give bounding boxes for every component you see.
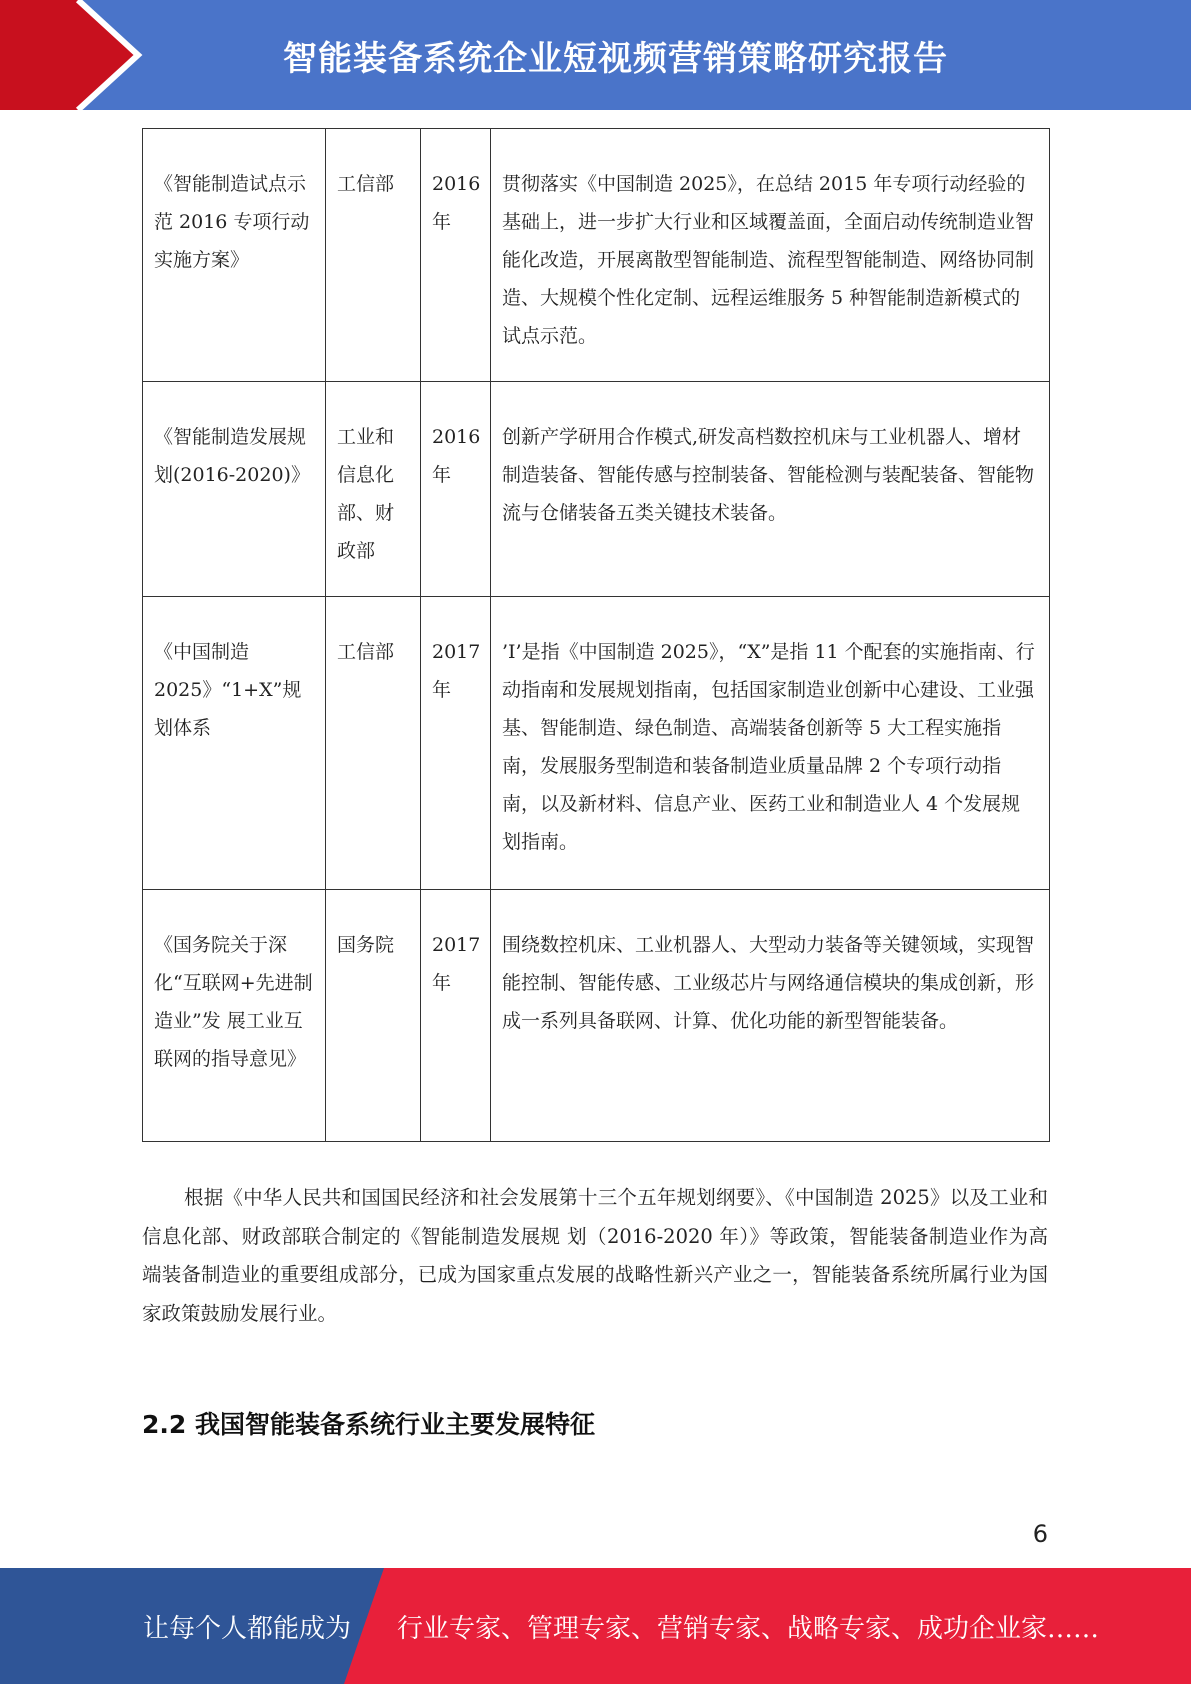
policy-content-cell: 贯彻落实《中国制造 2025》，在总结 2015 年专项行动经验的基础上，进一步扩大行业和区域覆盖面，全面启动传统制造业智能化改造，开展离散型智能制造、流程型智能制造、网络协同制造、大规模个性化定制、远程运维服务 5 种智能制造新模式的试点示范。 <box>491 129 1050 382</box>
department-cell: 工信部 <box>326 597 421 890</box>
page-header <box>0 0 1191 110</box>
table-row <box>143 890 1050 1142</box>
policy-content-cell: 围绕数控机床、工业机器人、大型动力装备等关键领域，实现智能控制、智能传感、工业级芯片与网络通信模块的集成创新，形成一系列具备联网、计算、优化功能的新型智能装备。 <box>491 890 1050 1142</box>
table-row <box>143 597 1050 890</box>
year-cell: 2016年 <box>421 129 491 382</box>
department-cell: 工业和信息化部、财政部 <box>326 382 421 597</box>
table-row <box>143 129 1050 382</box>
year-cell: 2016年 <box>421 382 491 597</box>
policy-content-cell: 创新产学研用合作模式,研发高档数控机床与工业机器人、增材制造装备、智能传感与控制装备、智能检测与装配装备、智能物流与仓储装备五类关键技术装备。 <box>491 382 1050 597</box>
policy-name-cell: 《中国制造2025》“1+X”规划体系 <box>143 597 326 890</box>
header-arrow-decoration <box>0 0 160 110</box>
footer-slogan-right: 行业专家、管理专家、营销专家、战略专家、成功企业家…… <box>397 1613 1100 1644</box>
department-cell: 工信部 <box>326 129 421 382</box>
policy-table <box>142 128 1050 1142</box>
department-cell: 国务院 <box>326 890 421 1142</box>
report-title: 智能装备系统企业短视频营销策略研究报告 <box>283 38 948 79</box>
section-heading: 2.2 我国智能装备系统行业主要发展特征 <box>142 1410 595 1439</box>
page-number: 6 <box>1032 1520 1048 1548</box>
policy-content-cell: ’I’是指《中国制造 2025》，“X”是指 11 个配套的实施指南、行动指南和发展规划指南，包括国家制造业创新中心建设、工业强基、智能制造、绿色制造、高端装备创新等 5 大工程实施指南，发展服务型制造和装备制造业质量品牌 2 个专项行动指南，以及新材料、信息产业、医药工业和制造业人 4 个发展规划指南。 <box>491 597 1050 890</box>
policy-name-cell: 《国务院关于深化“互联网+先进制造业”发 展工业互联网的指导意见》 <box>143 890 326 1142</box>
body-paragraph: 根据《中华人民共和国国民经济和社会发展第十三个五年规划纲要》、《中国制造 2025》以及工业和信息化部、财政部联合制定的《智能制造发展规 划（2016-2020 年）》等政策，智能装备制造业作为高端装备制造业的重要组成部分，已成为国家重点发展的战略性新兴产业之一，智能装备系统所属行业为国家政策鼓励发展行业。 <box>142 1186 1048 1325</box>
policy-name-cell: 《智能制造试点示范 2016 专项行动实施方案》 <box>143 129 326 382</box>
footer-slogan-left: 让每个人都能成为 <box>143 1613 352 1644</box>
table-row <box>143 382 1050 597</box>
policy-name-cell: 《智能制造发展规划(2016-2020)》 <box>143 382 326 597</box>
page-footer <box>0 1568 1191 1684</box>
year-cell: 2017年 <box>421 890 491 1142</box>
year-cell: 2017年 <box>421 597 491 890</box>
